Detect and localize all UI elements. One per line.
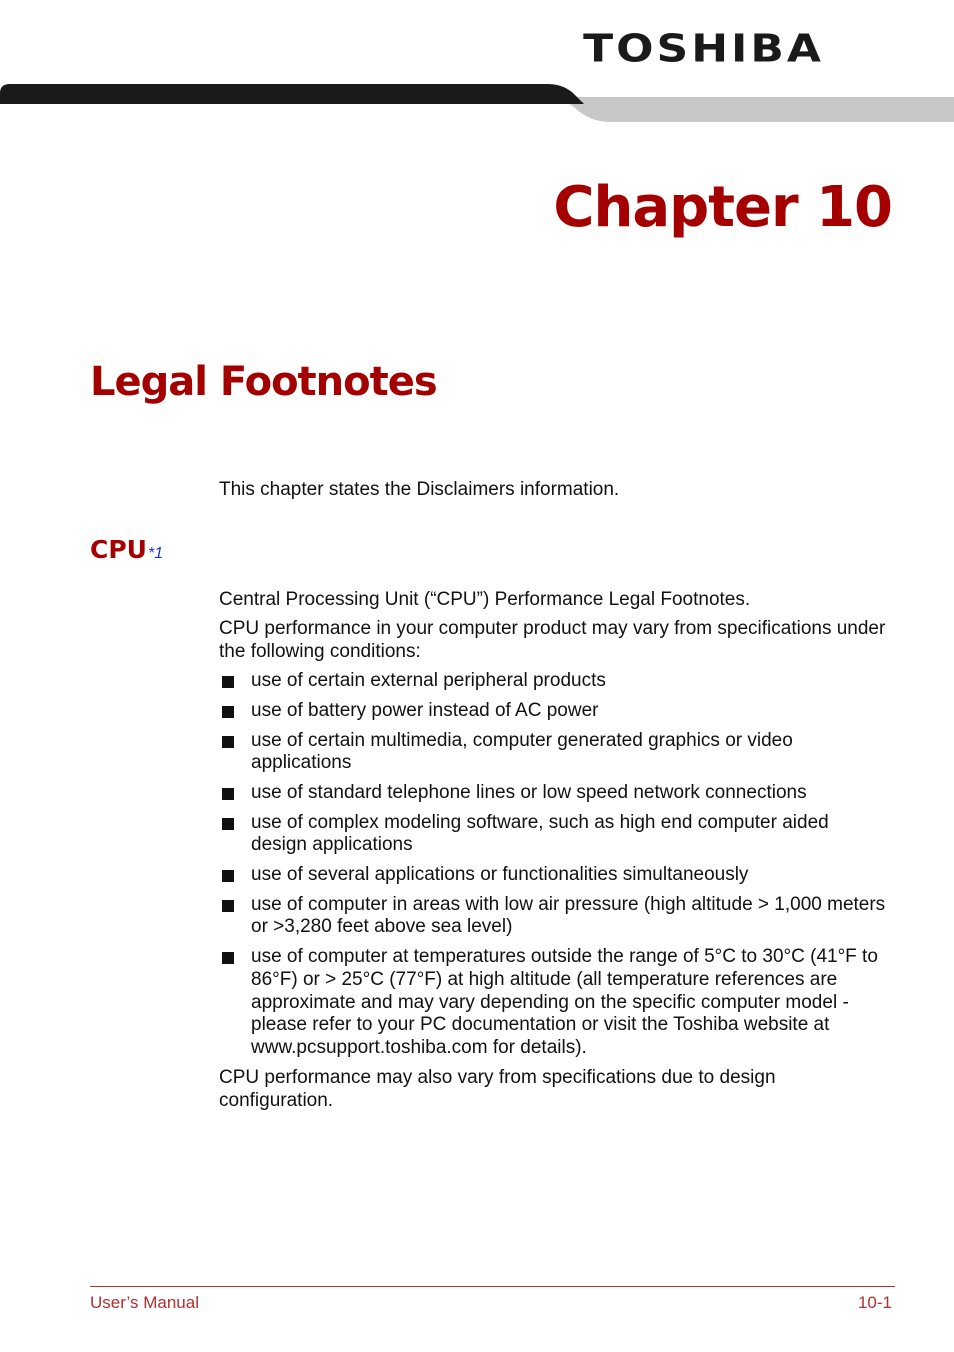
list-item — [219, 670, 889, 693]
list-item — [219, 782, 889, 805]
list-item — [219, 946, 889, 1060]
cpu-paragraph-1: Central Processing Unit (“CPU”) Performance Legal Footnotes. — [219, 589, 751, 610]
cpu-heading-text: CPU — [90, 535, 147, 564]
list-item — [219, 864, 889, 887]
footer-page-number: 10-1 — [857, 1293, 892, 1312]
list-item-text: use of computer at temperatures outside the range of 5°C to 30°C (41°F to 86°F) or > 25°C (77°F) at high altitude (all temperature references are approximate and may vary depending on the specific computer model - please refer to your PC documentation or visit the Toshiba website at www.pcsupport.toshiba.com for details). — [251, 945, 878, 1059]
square-bullet-icon — [222, 706, 234, 718]
list-item-text: use of several applications or functionalities simultaneously — [251, 863, 749, 885]
list-item-text: use of certain external peripheral products — [251, 670, 606, 692]
header-band — [0, 80, 954, 130]
list-item — [219, 700, 889, 723]
square-bullet-icon — [222, 952, 234, 964]
section-intro: This chapter states the Disclaimers information. — [219, 479, 620, 500]
section-title: Legal Footnotes — [90, 359, 437, 405]
list-item-text: use of certain multimedia, computer generated graphics or video applications — [251, 729, 793, 774]
list-item — [219, 894, 889, 940]
toshiba-logo: TOSHIBA — [583, 26, 824, 72]
list-item-text: use of complex modeling software, such as high end computer aided design applications — [251, 811, 829, 856]
square-bullet-icon — [222, 818, 234, 830]
footnote-ref-link[interactable]: *1 — [147, 545, 164, 562]
square-bullet-icon — [222, 870, 234, 882]
square-bullet-icon — [222, 788, 234, 800]
chapter-title: Chapter 10 — [553, 175, 892, 240]
cpu-heading — [90, 537, 163, 562]
header-band-dark — [0, 84, 584, 104]
list-item-text: use of battery power instead of AC power — [251, 699, 599, 721]
list-item-text: use of standard telephone lines or low speed network connections — [251, 781, 807, 803]
cpu-paragraph-2: CPU performance in your computer product may vary from specifications under the following conditions: — [219, 618, 886, 663]
list-item-text: use of computer in areas with low air pressure (high altitude > 1,000 meters or >3,280 feet above sea level) — [251, 893, 886, 938]
footer-divider — [90, 1286, 895, 1287]
square-bullet-icon — [222, 736, 234, 748]
header-band-light — [560, 97, 954, 122]
list-item — [219, 730, 889, 776]
square-bullet-icon — [222, 676, 234, 688]
list-item — [219, 812, 889, 858]
cpu-body — [219, 589, 889, 1119]
footer-manual-title: User’s Manual — [90, 1293, 199, 1312]
conditions-list — [219, 670, 889, 1060]
cpu-paragraph-3: CPU performance may also vary from specifications due to design configuration. — [219, 1066, 776, 1111]
square-bullet-icon — [222, 900, 234, 912]
